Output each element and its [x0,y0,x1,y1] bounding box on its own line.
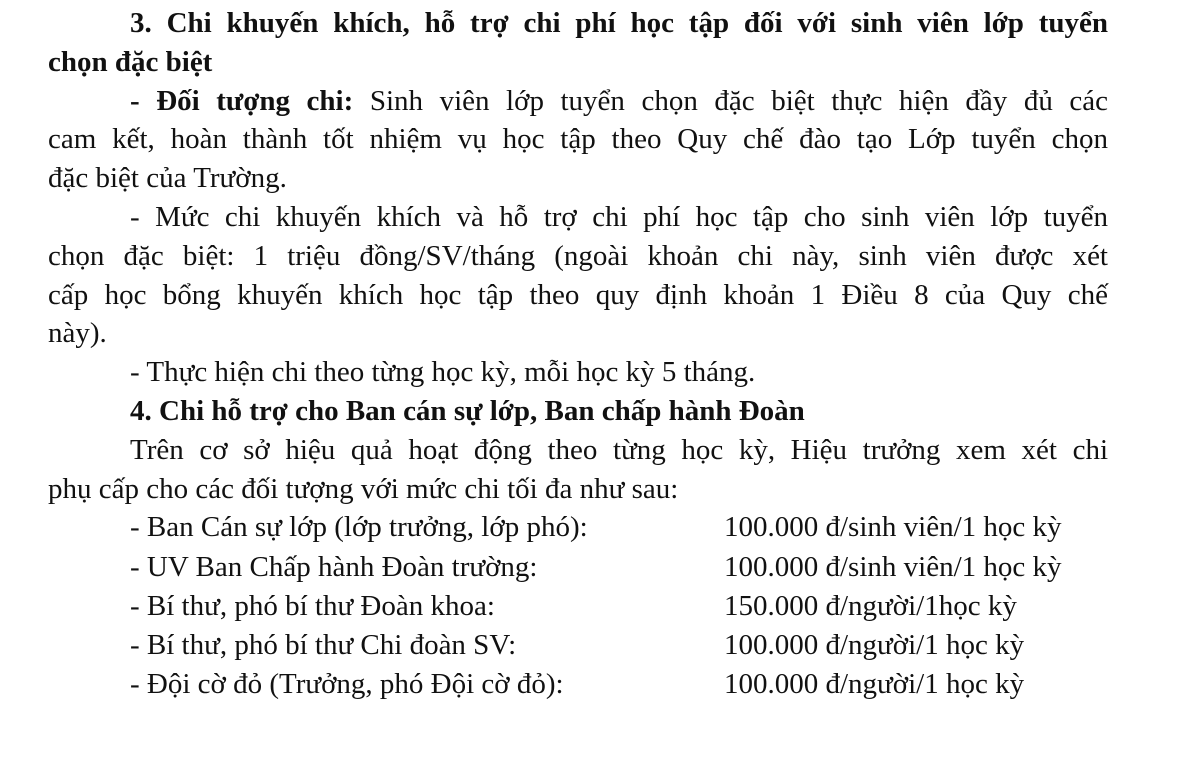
paragraph-payment-schedule: - Thực hiện chi theo từng học kỳ, mỗi học kỳ 5 tháng. [130,356,756,389]
section-4-intro-line-2: phụ cấp cho các đối tượng với mức chi tối đa như sau: [48,472,679,505]
allowance-label: - UV Ban Chấp hành Đoàn trường: [130,550,538,583]
section-4-intro-line-1: Trên cơ sở hiệu quả hoạt động theo từng học kỳ, Hiệu trưởng xem xét chi [130,433,1108,466]
allowance-value: 100.000 đ/người/1 học kỳ [724,668,1025,701]
allowance-row [48,626,1204,665]
section-4-heading: 4. Chi hỗ trợ cho Ban cán sự lớp, Ban chấp hành Đoàn [130,394,805,427]
allowance-row [48,665,1204,704]
paragraph-rate-line-1: - Mức chi khuyến khích và hỗ trợ chi phí học tập cho sinh viên lớp tuyển [130,200,1108,233]
allowance-row [48,587,1204,626]
allowance-value: 100.000 đ/người/1 học kỳ [724,628,1025,661]
paragraph-rate-line-2: chọn đặc biệt: 1 triệu đồng/SV/tháng (ngoài khoản chi này, sinh viên được xét [48,239,1108,272]
allowance-row [48,548,1204,587]
allowance-label: - Bí thư, phó bí thư Đoàn khoa: [130,589,495,622]
allowance-row [48,508,1204,547]
allowance-value: 150.000 đ/người/1học kỳ [724,589,1017,622]
section-3-heading-line-2: chọn đặc biệt [48,45,213,78]
target-label: - Đối tượng chi: [130,84,354,117]
section-3-heading-line-1: 3. Chi khuyến khích, hỗ trợ chi phí học tập đối với sinh viên lớp tuyển [130,7,1108,39]
allowance-value: 100.000 đ/sinh viên/1 học kỳ [724,550,1062,583]
paragraph-rate-line-3: cấp học bổng khuyến khích học tập theo quy định khoản 1 Điều 8 của Quy chế [48,278,1108,311]
paragraph-target-line-3: đặc biệt của Trường. [48,162,287,195]
allowance-value: 100.000 đ/sinh viên/1 học kỳ [724,511,1062,544]
allowance-label: - Bí thư, phó bí thư Chi đoàn SV: [130,628,517,661]
allowance-label: - Ban Cán sự lớp (lớp trưởng, lớp phó): [130,511,588,544]
paragraph-target-line-1 [48,82,1108,121]
allowance-label: - Đội cờ đỏ (Trưởng, phó Đội cờ đỏ): [130,668,564,701]
paragraph-rate-line-4: này). [48,317,107,350]
paragraph-target-line-2: cam kết, hoàn thành tốt nhiệm vụ học tập theo Quy chế đào tạo Lớp tuyển chọn [48,123,1108,156]
target-text: Sinh viên lớp tuyển chọn đặc biệt thực hiện đầy đủ các [353,84,1108,117]
